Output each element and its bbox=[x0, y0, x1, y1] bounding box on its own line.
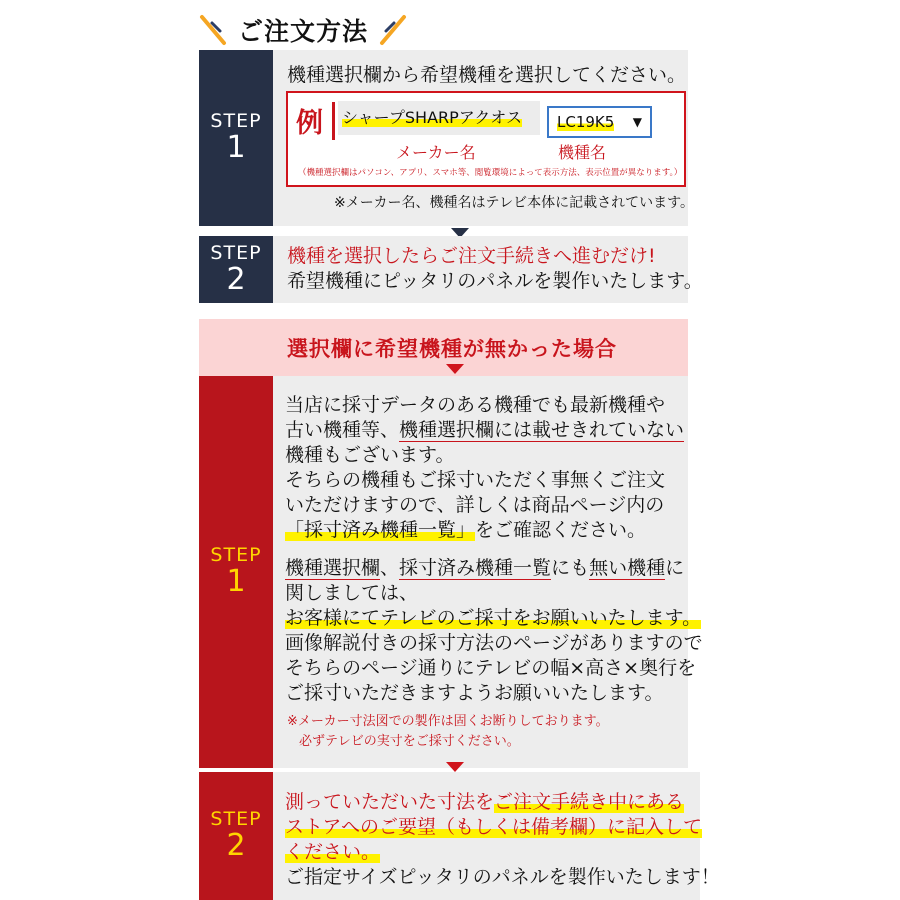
step-label: STEP bbox=[210, 544, 262, 566]
text-span: 機種選択欄 bbox=[399, 419, 495, 441]
alt-step1-line: いただけますので、詳しくは商品ページ内の bbox=[285, 494, 665, 516]
alt-step1-note1: ※メーカー寸法図での製作は固くお断りしております。 bbox=[287, 714, 609, 729]
dropdown-triangle-icon: ▼ bbox=[632, 115, 642, 129]
alt-step1-line bbox=[285, 556, 684, 581]
step-number: 2 bbox=[226, 261, 246, 297]
text-span: ください。 bbox=[285, 841, 381, 863]
text-span: には載せきれていない bbox=[494, 419, 685, 441]
alt-step1-line: 関しましては、 bbox=[285, 582, 419, 604]
alt-step1-note2: 必ずテレビの実寸をご採寸ください。 bbox=[299, 734, 520, 749]
catalog-link-text: 「採寸済み機種一覧」 bbox=[285, 519, 476, 541]
step2-line2: 希望機種にピッタリのパネルを製作いたします。 bbox=[287, 270, 703, 292]
model-select-mock bbox=[547, 106, 652, 138]
text-span: 、 bbox=[380, 557, 400, 579]
alt-step2-line: ご指定サイズピッタリのパネルを製作いたします！ bbox=[285, 866, 720, 888]
maker-value: シャープSHARPアクオス bbox=[342, 108, 523, 127]
fine-print: （機種選択欄はパソコン、アプリ、スマホ等、閲覧環境によって表示方法、表示位置が異なります。） bbox=[298, 168, 683, 178]
model-caption: 機種名 bbox=[558, 143, 607, 162]
text-span: に bbox=[665, 557, 685, 579]
alt-step1-line: 画像解説付きの採寸方法のページがありますので bbox=[285, 632, 703, 654]
step-number: 1 bbox=[226, 564, 246, 599]
step1-note: ※メーカー名、機種名はテレビ本体に記載されています。 bbox=[334, 195, 695, 211]
text-span: 採寸済み機種一覧 bbox=[399, 557, 552, 579]
measure-request-text: お客様にてテレビのご採寸をお願いいたします。 bbox=[285, 607, 702, 629]
alt-banner-title: 選択欄に希望機種が無かった場合 bbox=[287, 337, 617, 361]
text-span: 無い機種 bbox=[589, 557, 666, 579]
text-span: をご確認ください。 bbox=[475, 519, 647, 541]
section-header bbox=[198, 10, 408, 50]
right-sparkle-icon bbox=[374, 13, 408, 47]
alt-step1-line: 機種もございます。 bbox=[285, 444, 455, 466]
example-divider bbox=[332, 102, 335, 140]
maker-select-mock bbox=[338, 101, 540, 135]
alt-step2-line bbox=[285, 840, 380, 865]
step-label: STEP bbox=[210, 110, 262, 132]
text-span: 古い機種等、 bbox=[285, 419, 400, 441]
text-span: にも bbox=[551, 557, 590, 579]
step-label: STEP bbox=[210, 241, 262, 264]
alt-step1-line: ご採寸いただきますようお願いいたします。 bbox=[285, 682, 664, 704]
step2-badge bbox=[199, 236, 273, 303]
text-span: 機種選択欄 bbox=[285, 557, 381, 579]
step1-badge bbox=[199, 50, 273, 226]
step2-line1: 機種を選択したらご注文手続きへ進むだけ! bbox=[287, 245, 656, 267]
alt-step1-line: そちらのページ通りにテレビの幅×高さ×奥行を bbox=[285, 657, 697, 679]
alt-step2-line bbox=[285, 815, 702, 840]
example-box bbox=[286, 91, 686, 187]
left-sparkle-icon bbox=[198, 13, 232, 47]
step1-instruction: 機種選択欄から希望機種を選択してください。 bbox=[287, 64, 687, 86]
alt-step1-badge bbox=[199, 376, 273, 768]
alt-step1-line bbox=[285, 418, 684, 443]
alt-step1-line bbox=[285, 606, 701, 631]
alt-step1-line bbox=[285, 518, 646, 543]
page-title: ご注文方法 bbox=[238, 17, 369, 46]
step-number: 1 bbox=[226, 130, 246, 165]
example-label: 例 bbox=[296, 108, 323, 139]
text-span: 測っていただいた寸法を bbox=[285, 791, 495, 813]
step-number: 2 bbox=[226, 828, 246, 863]
down-arrow-icon bbox=[446, 364, 464, 374]
step-label: STEP bbox=[210, 808, 262, 830]
text-span: ご注文手続き中にある bbox=[494, 791, 685, 813]
alt-step2-line bbox=[285, 790, 684, 815]
down-arrow-icon bbox=[446, 762, 464, 772]
text-span: ストアへのご要望（もしくは備考欄）に記入して bbox=[285, 816, 703, 838]
maker-caption: メーカー名 bbox=[396, 143, 476, 162]
model-value: LC19K5 bbox=[557, 113, 615, 131]
alt-step1-line: そちらの機種もご採寸いただく事無くご注文 bbox=[285, 469, 666, 491]
alt-step2-badge bbox=[199, 772, 273, 900]
alt-step1-line: 当店に採寸データのある機種でも最新機種や bbox=[285, 394, 666, 416]
